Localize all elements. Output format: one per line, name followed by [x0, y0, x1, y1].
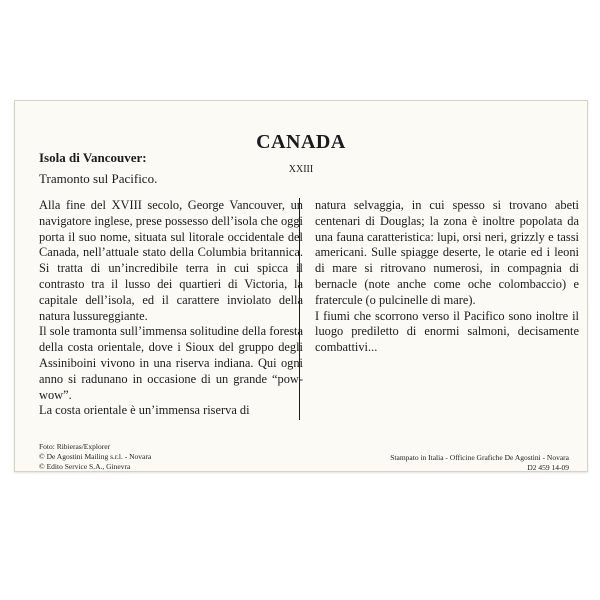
paragraph: natura selvaggia, in cui spesso si trovano abeti centenari di Douglas; la zona è inoltre popolata da una fauna caratteristica: lupi, orsi neri, grizzly e tassi americani. Sulle spiagge deserte, le otarie ed i leoni di mare si ritrovano numerosi, in compagnia di bernacle (note anche come oche colombaccio) e fratercule (o pulcinelle di mare). [315, 198, 579, 307]
paragraph: Alla fine del XVIII secolo, George Vancouver, un navigatore inglese, prese possesso dell’isola che oggi porta il suo nome, situata sul litorale occidentale del Canada, nell’attuale stato della Columbia britannica. Si tratta di un’incredibile terra in cui spicca il contrasto tra il lusso dei quartieri di Victoria, la capitale dell’isola, ed il carattere inviolato della natura lussureggiante. [39, 198, 303, 323]
paragraph: I fiumi che scorrono verso il Pacifico sono inoltre il luogo prediletto di enormi salmoni, decisamente combattivi... [315, 308, 579, 355]
text-column-left [39, 198, 303, 419]
paragraph: La costa orientale è un’immensa riserva di [39, 403, 250, 418]
paragraph: Il sole tramonta sull’immensa solitudine della foresta della costa orientale, dove i Sioux del gruppo degli Assiniboini vivono in una riserva indiana. Qui ogni anno si radunano in occasione di un grande “pow-wow”. [39, 324, 303, 402]
place-name: Isola di Vancouver: [39, 150, 147, 165]
card-title: CANADA [256, 131, 346, 153]
photo-caption: Tramonto sul Pacifico. [39, 171, 158, 186]
card-number: XXIII [288, 164, 314, 175]
photo-credit: Foto: Ribieras/Explorer [39, 442, 111, 451]
catalog-code: D2 459 14-09 [527, 463, 569, 472]
text-column-right [315, 198, 579, 356]
column-divider [299, 198, 300, 420]
printer-info [305, 453, 569, 473]
postcard-back [14, 100, 588, 472]
printer-line: Stampato in Italia - Officine Grafiche De Agostini - Novara [390, 453, 569, 462]
credits [39, 442, 151, 472]
copyright-line: © De Agostini Mailing s.r.l. - Novara [39, 452, 152, 461]
copyright-line: © Edito Service S.A., Ginevra [39, 462, 131, 471]
